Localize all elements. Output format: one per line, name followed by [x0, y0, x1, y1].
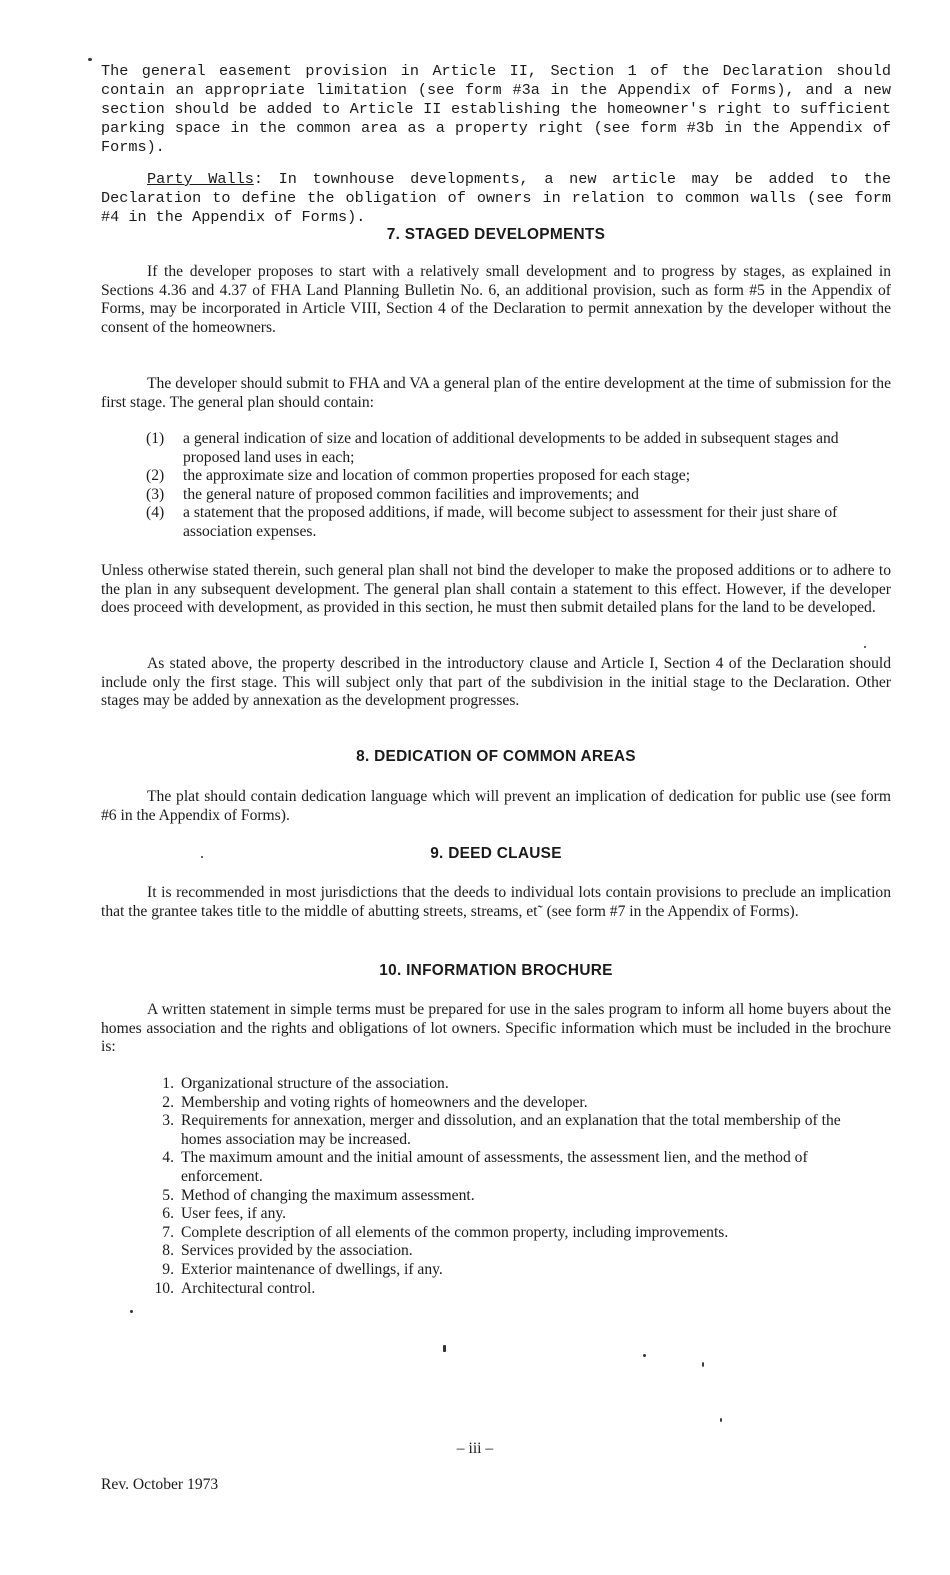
section-7-paragraph-2: The developer should submit to FHA and VA a general plan of the entire development at the time of submission for the first stage. The general plan should contain: [101, 375, 891, 411]
scan-speck [643, 1354, 646, 1357]
list-item-text: Method of changing the maximum assessment. [181, 1186, 475, 1204]
party-walls-text: : In townhouse developments, a new article may be added to the Declaration to define the obligation of owners in relation to common walls (see form #4 in the Appendix of Forms). [101, 170, 891, 226]
section-9-heading: 9. DEED CLAUSE [430, 845, 562, 862]
list-item [142, 1242, 882, 1261]
list-marker: 5. [162, 1186, 174, 1204]
list-item-text: the general nature of proposed common facilities and improvements; and [183, 485, 639, 503]
section-7-paragraph-3: Unless otherwise stated therein, such general plan shall not bind the developer to make the proposed additions or to adhere to the plan in any subsequent development. The general plan shall contain a statement to this effect. However, if the developer does proceed with development, as provided in this section, he must then submit detailed plans for the land to be developed. [101, 562, 891, 617]
section-7-heading: 7. STAGED DEVELOPMENTS [386, 226, 606, 243]
list-item [142, 1187, 882, 1206]
list-item-text: a statement that the proposed additions, if made, will become subject to assessment for their just share of association expenses. [183, 504, 838, 540]
list-item-text: a general indication of size and location of additional developments to be added in subsequent stages and proposed land uses in each; [183, 430, 839, 466]
scan-speck [864, 646, 866, 648]
list-item-text: Exterior maintenance of dwellings, if any. [181, 1260, 443, 1278]
section-10-paragraph: A written statement in simple terms must be prepared for use in the sales program to inform all home buyers about the homes association and the rights and obligations of lot owners. Specific information which must be included in the brochure is: [101, 1001, 891, 1056]
list-marker: (1) [146, 430, 165, 447]
list-item [142, 1224, 882, 1243]
list-marker: 1. [162, 1075, 174, 1092]
list-item-text: Organizational structure of the association. [181, 1075, 449, 1092]
section-7-paragraph-1: If the developer proposes to start with a relatively small development and to progress by stages, as explained in Sections 4.36 and 4.37 of FHA Land Planning Bulletin No. 6, an additional provision, such as form #5 in the Appendix of Forms, may be incorporated in Article VIII, Section 4 of the Declaration to permit annexation by the developer without the consent of the homeowners. [101, 263, 891, 336]
scan-speck [130, 1310, 133, 1313]
list-item-text: Requirements for annexation, merger and dissolution, and an explanation that the total membership of the homes association may be increased. [181, 1112, 841, 1148]
list-marker: 8. [162, 1242, 174, 1260]
section-8-heading: 8. DEDICATION OF COMMON AREAS [356, 748, 636, 765]
list-item [146, 486, 876, 505]
list-item [142, 1205, 882, 1224]
list-item [142, 1149, 882, 1186]
list-marker: 4. [162, 1149, 174, 1167]
scan-speck [720, 1418, 722, 1422]
party-walls-label: Party Walls [147, 170, 254, 188]
list-item-text: the approximate size and location of common properties proposed for each stage; [183, 467, 691, 485]
section-7-paragraph-4: As stated above, the property described in the introductory clause and Article I, Section 4 of the Declaration should include only the first stage. This will subject only that part of the subdivision in the initial stage to the Declaration. Other stages may be added by annexation as the development progresses. [101, 655, 891, 710]
party-walls-paragraph [101, 170, 891, 227]
list-marker: (4) [146, 504, 165, 522]
general-plan-list [146, 430, 876, 542]
list-item [142, 1261, 882, 1280]
list-item [142, 1075, 882, 1094]
list-item-text: Complete description of all elements of the common property, including improvements. [181, 1223, 729, 1241]
list-marker: 2. [162, 1093, 174, 1111]
easement-paragraph: The general easement provision in Article II, Section 1 of the Declaration should contain an appropriate limitation (see form #3a in the Appendix of Forms), and a new section should be added to Article II establishing the homeowner's right to sufficient parking space in the common area as a property right (see form #3b in the Appendix of Forms). [101, 62, 891, 156]
scan-speck [443, 1345, 446, 1352]
section-8-paragraph: The plat should contain dedication language which will prevent an implication of dedication for public use (see form #6 in the Appendix of Forms). [101, 788, 891, 824]
list-item [142, 1094, 882, 1113]
list-item-text: Architectural control. [181, 1279, 316, 1297]
scan-speck [201, 856, 203, 858]
list-marker: 6. [162, 1205, 174, 1223]
list-marker: (3) [146, 485, 165, 503]
section-9-paragraph: It is recommended in most jurisdictions that the deeds to individual lots contain provisions to preclude an implication that the grantee takes title to the middle of abutting streets, streams, et˜ (see form #7 in the Appendix of Forms). [101, 884, 891, 920]
list-item-text: Membership and voting rights of homeowners and the developer. [181, 1093, 588, 1111]
scan-speck [88, 58, 92, 61]
list-item-text: The maximum amount and the initial amount of assessments, the assessment lien, and the method of enforcement. [181, 1149, 808, 1185]
brochure-requirements-list [142, 1075, 882, 1298]
list-item [146, 467, 876, 486]
list-item [146, 504, 876, 541]
list-item [142, 1112, 882, 1149]
list-item-text: Services provided by the association. [181, 1242, 413, 1260]
list-marker: (2) [146, 467, 165, 485]
list-item-text: User fees, if any. [181, 1205, 287, 1223]
list-marker: 7. [162, 1223, 174, 1241]
section-10-heading: 10. INFORMATION BROCHURE [379, 962, 613, 979]
list-item [142, 1280, 882, 1299]
list-marker: 3. [162, 1112, 174, 1130]
revision-date: Rev. October 1973 [101, 1476, 219, 1493]
list-item [146, 430, 876, 467]
list-marker: 10. [154, 1279, 174, 1297]
page-number: – iii – [456, 1440, 494, 1457]
scan-speck [702, 1362, 704, 1367]
list-marker: 9. [162, 1260, 174, 1278]
